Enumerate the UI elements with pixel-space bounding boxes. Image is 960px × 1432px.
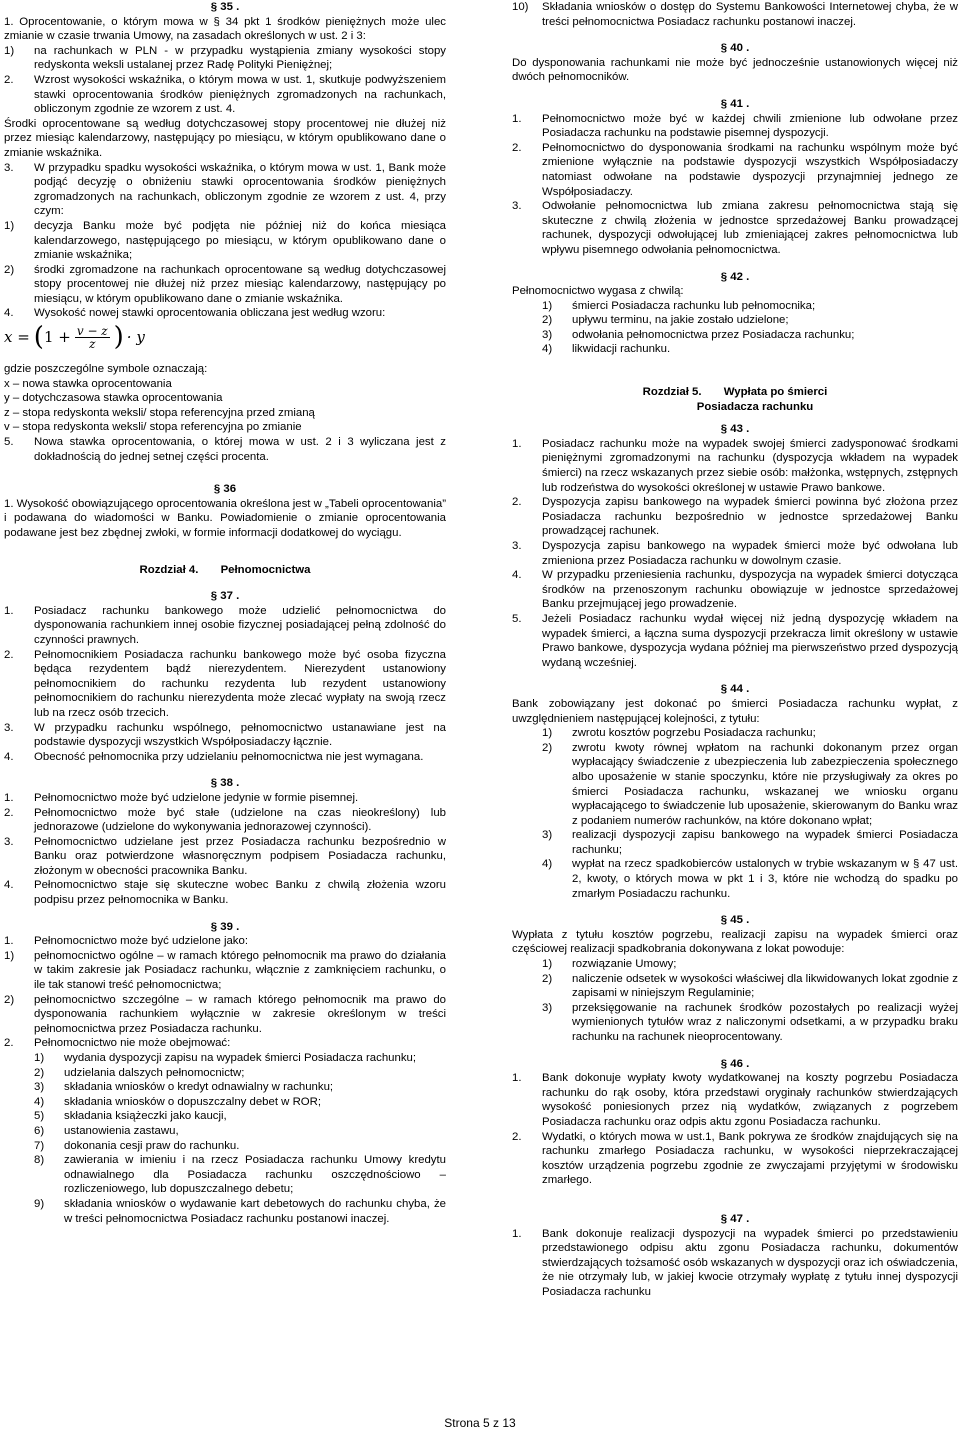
symbols-intro: gdzie poszczególne symbole oznaczają: [4, 363, 208, 376]
item-number: 3) [542, 829, 553, 842]
symbol-z: z – stopa redyskonta weksli/ stopa referencyjna przed zmianą [4, 406, 315, 419]
item-number: 4) [542, 858, 553, 871]
item-number: 1. [512, 1072, 522, 1085]
item-number: 4. [4, 307, 14, 320]
list-item [4, 1109, 446, 1124]
paragraph-35-x: Środki oprocentowane są według dotychczasowej stopy procentowej nie dłużej niż przez miesiąc kalendarzowy, następujący po miesiącu, w którym opublikowano dane o zmianie wskaźnika. [4, 117, 446, 159]
formula-x: x = [4, 327, 30, 346]
item-text: składania książeczki jako kaucji, [64, 1110, 227, 1123]
item-number: 4) [34, 1095, 45, 1108]
item-number: 2) [542, 314, 553, 327]
item-text: W przypadku spadku wysokości wskaźnika, o którym mowa w ust. 1, Bank może podjąć decyzję o obniżeniu stawki oprocentowania środków pieniężnych zgromadzonych na rachunkach, obliczonym zgodnie ze wzorem z ust. 4, przy czym: [34, 161, 446, 218]
item-number: 1. [512, 1227, 522, 1240]
item-number: 3. [512, 200, 522, 213]
item-text: Dyspozycja zapisu bankowego na wypadek śmierci powinna być złożona przez Posiadacza rachunku bezpośrednio w jednostce sprzedażowej Banku prowadzącej rachunek. [542, 496, 958, 538]
page-footer: Strona 5 z 13 [444, 1416, 516, 1430]
item-text: Bank dokonuje wypłaty kwoty wydatkowanej na koszty pogrzebu Posiadacza rachunku do rąk osoby, która przedstawi oryginały rachunków stwierdzających wysokość poniesionych przez nią wydatków, związanych z pogrzebem Posiadacza rachunku oraz odpis aktu zgonu Posiadacza rachunku. [542, 1072, 958, 1128]
list-item [4, 1095, 446, 1110]
right-column [512, 0, 958, 1300]
item-number: 1. [4, 935, 14, 948]
section-heading-39: § 39 . [210, 920, 240, 933]
item-number: 1) [4, 219, 15, 232]
item-text: Obecność pełnomocnika przy udzielaniu pełnomocnictwa nie jest wymagana. [34, 750, 424, 763]
list-item [4, 835, 446, 879]
item-text: W przypadku przeniesienia rachunku, dyspozycja na wypadek śmierci dotycząca środków na przenoszonym rachunku obowiązuje w jednostce sprzedażowej Banku przejmującej jego prowadzenie. [542, 569, 958, 611]
list-item [512, 568, 958, 612]
symbol-y: y – dotychczasowa stawka oprocentowania [4, 392, 223, 405]
list-item [512, 313, 958, 328]
section-heading-35: § 35 . [210, 1, 240, 13]
list-item [4, 648, 446, 721]
item-text: pełnomocnictwo ogólne – w ramach którego pełnomocnik ma prawo do działania w takim zakresie jak Posiadacz rachunku, włącznie z zamknięciem rachunku, o ile tak stanowi treść pełnomocnictwa; [34, 949, 446, 992]
item-text: Pełnomocnictwo może być udzielone jedynie w formie pisemnej. [34, 791, 359, 804]
item-text: udzielania dalszych pełnomocnictw; [64, 1066, 245, 1079]
item-text: Pełnomocnictwo udzielane jest przez Posiadacza rachunku bezpośrednio w Banku oraz potwierdzone własnoręcznym podpisem Posiadacza rachunku, złożonym w obecności pracownika Banku. [34, 835, 446, 877]
paragraph-42: Pełnomocnictwo wygasa z chwilą: [512, 285, 684, 298]
list-item [4, 791, 446, 806]
list-item [4, 806, 446, 835]
item-text: Pełnomocnictwo może być stałe (udzielone na czas nieokreślony) lub jednorazowe (udzielone do wykonywania jednorazowej czynności). [34, 806, 446, 834]
list-item [512, 612, 958, 670]
item-number: 2. [512, 141, 522, 154]
list-item [4, 1197, 446, 1226]
list-item [4, 161, 446, 219]
item-number: 2. [4, 1037, 14, 1050]
item-number: 2. [512, 1130, 522, 1143]
list-item [4, 1153, 446, 1197]
list-item [4, 1036, 446, 1051]
item-number: 2) [34, 1066, 45, 1079]
section-heading-40: § 40 . [720, 42, 750, 55]
list-item [4, 604, 446, 648]
list-item [4, 993, 446, 1037]
item-number: 4) [542, 343, 553, 356]
list-item [4, 44, 446, 73]
paragraph-35-1: 1. Oprocentowanie, o którym mowa w § 34 pkt 1 środków pieniężnych może ulec zmianie w czasie trwania Umowy, na zasadach określonych w ust. 2 i 3: [4, 15, 446, 43]
list-item [4, 1066, 446, 1081]
chapter-title: Wypłata po śmierci [723, 386, 828, 399]
item-number: 1) [542, 727, 553, 740]
item-text: upływu terminu, na jakie zostało udzielone; [572, 314, 789, 327]
list-item [4, 721, 446, 750]
item-text: Pełnomocnictwo może być udzielone jako: [34, 935, 249, 948]
item-number: 1) [4, 949, 15, 962]
item-number: 1) [4, 44, 15, 57]
section-heading-37: § 37 . [210, 590, 240, 603]
item-number: 4. [4, 879, 14, 892]
list-item [512, 1227, 958, 1300]
list-item [4, 878, 446, 907]
list-item [512, 857, 958, 901]
formula-open-paren: ( [33, 321, 44, 352]
item-text: Składania wniosków o dostęp do Systemu Bankowości Internetowej chyba, że w treści pełnomocnictwa Posiadacz rachunku postanowi inaczej. [542, 1, 958, 28]
item-number: 3. [512, 540, 522, 552]
item-text: Pełnomocnictwo nie może obejmować: [34, 1037, 231, 1050]
item-number: 2) [4, 993, 15, 1006]
paragraph-45: Wypłata z tytułu kosztów pogrzebu, realizacji zapisu na wypadek śmierci oraz częściowej realizacji spadkobrania dokonywana z lokat powoduje: [512, 928, 958, 956]
chapter-5-subtitle: Posiadacza rachunku [696, 400, 814, 413]
chapter-4-heading [4, 563, 446, 578]
item-number: 2. [4, 806, 14, 819]
list-item [512, 0, 958, 29]
list-item [4, 1139, 446, 1154]
item-text: zwrotu kwoty równej wpłatom na rachunki dokonanym przez organ wypłacający świadczenie z ubezpieczenia lub zabezpieczenia społecznego albo uposażenie w stanie spoczynku, które nie przysługiwały za okres po śmierci Posiadacza rachunku, wskazanej we wniosku organu wypłacającego to świadczenie lub uposażenie, skierowanym do Banku wraz z podaniem numerów rachunków, na które dokonano wpłat; [572, 741, 958, 827]
formula-y: · y [126, 327, 145, 346]
section-heading-45: § 45 . [720, 914, 750, 927]
item-text: naliczenie odsetek w wysokości właściwej dla likwidowanych lokat zgodnie z zapisami w niniejszym Regulaminie; [572, 972, 958, 1000]
item-number: 3. [4, 721, 14, 734]
item-number: 6) [34, 1124, 45, 1137]
item-text: odwołania pełnomocnictwa przez Posiadacza rachunku; [572, 328, 855, 341]
item-number: 10) [512, 1, 529, 13]
section-heading-44: § 44 . [720, 683, 750, 696]
list-item [512, 1071, 958, 1129]
list-item [512, 112, 958, 141]
paragraph-44: Bank zobowiązany jest dokonać po śmierci Posiadacza rachunku wypłat, z uwzględnieniem następującej kolejności, z tytułu: [512, 697, 958, 725]
list-item [512, 828, 958, 857]
item-text: Wysokość nowej stawki oprocentowania obliczana jest według wzoru: [34, 307, 386, 320]
section-heading-47: § 47 . [720, 1212, 750, 1225]
item-number: 8) [34, 1154, 45, 1167]
item-text: wypłat na rzecz spadkobierców ustalonych w trybie wskazanym w § 47 ust. 2, kwoty, o których mowa w pkt 1 i 3, które nie wchodzą do spadku po zmarłym Posiadaczu rachunku. [572, 858, 958, 900]
item-number: 3. [4, 835, 14, 848]
list-item [512, 437, 958, 495]
item-number: 7) [34, 1139, 45, 1152]
chapter-5-heading [512, 385, 958, 400]
list-item [512, 539, 958, 568]
list-item [4, 750, 446, 765]
list-item [512, 141, 958, 199]
item-text: dokonania cesji praw do rachunku. [64, 1139, 240, 1152]
item-text: Jeżeli Posiadacz rachunku wydał więcej niż jedną dyspozycję wkładem na wypadek śmierci, a łączna suma dyspozycji przekracza limit określony w ustawie Prawo bankowe, dyspozycja wydana później ma pierwszeństwo przed dyspozycją wydaną wcześniej. [542, 612, 958, 669]
formula-numerator: v − z [76, 323, 108, 338]
paragraph-40: Do dysponowania rachunkami nie może być jednocześnie ustanowionych więcej niż dwóch pełnomocników. [512, 56, 958, 84]
item-text: Pełnomocnikiem Posiadacza rachunku bankowego może być osoba fizyczna będąca rezydentem bądź nierezydentem. Nierezydent ustanowiony pełnomocnikiem do rachunku rezydenta lub rezydent ustanowiony pełnomocnikiem do rachunku nierezydenta może zlecać wypłaty na swoją rzecz lub na rzecz osób trzecich. [34, 648, 446, 719]
list-item [512, 741, 958, 829]
list-46 [512, 1071, 958, 1188]
list-45 [512, 957, 958, 1045]
list-item [512, 1130, 958, 1188]
list-item [4, 1080, 446, 1095]
item-text: likwidacji rachunku. [572, 343, 671, 356]
list-42 [512, 299, 958, 357]
item-text: Posiadacz rachunku może na wypadek swojej śmierci zadysponować środkami pieniężnymi zgromadzonymi na rachunku (dyspozycja wkładem na wypadek śmierci) na rzecz wskazanych przez siebie osób: małżonka, wstępnych, zstępnych lub rodzeństwa do wysokości określonej w ustawie Prawo bankowe. [542, 437, 958, 494]
formula-one: 1 + [43, 327, 71, 346]
list-item [4, 1051, 446, 1066]
symbol-x: x – nowa stawka oprocentowania [4, 377, 172, 390]
item-text: Bank dokonuje realizacji dyspozycji na wypadek śmierci po przedstawieniu przedstawionego odpisu aktu zgonu Posiadacza rachunku, dokumentów stwierdzających tożsamość osób wskazanych w dyspozycji oraz ich oświadczenia, że nie otrzymały lub, w jakiej kwocie otrzymały wypłatę z tytułu innej dyspozycji Posiadacza rachunku [542, 1227, 958, 1298]
list-item [4, 73, 446, 117]
item-text: składania wniosków o dopuszczalny debet w ROR; [64, 1095, 322, 1108]
item-text: Odwołanie pełnomocnictwa lub zmiana zakresu pełnomocnictwa stają się skuteczne z chwilą złożenia w jednostce sprzedażowej Banku prowadzącej rachunek, dyspozycji odwołującej lub zmieniającej zakres pełnomocnictwa lub wpływu pisemnego odwołania pełnomocnictwa. [542, 200, 958, 256]
section-heading-38: § 38 . [210, 777, 240, 790]
section-heading-43: § 43 . [720, 423, 750, 436]
item-number: 3. [4, 161, 14, 174]
list-item [4, 306, 446, 321]
chapter-title: Pełnomocnictwa [220, 563, 311, 576]
formula [4, 321, 446, 353]
item-text: rozwiązanie Umowy; [572, 958, 677, 971]
item-number: 2. [512, 496, 522, 509]
left-column [4, 0, 446, 1226]
item-text: Dyspozycja zapisu bankowego na wypadek śmierci może być odwołana lub zmieniona przez Posiadacza rachunku w dowolnym czasie. [542, 540, 958, 567]
section-heading-42: § 42 . [720, 270, 750, 283]
item-text: składania wniosków o wydawanie kart debetowych do rachunku chyba, że w treści pełnomocnictwa Posiadacz rachunku postanowi inaczej. [64, 1197, 446, 1225]
item-text: zwrotu kosztów pogrzebu Posiadacza rachunku; [572, 727, 816, 740]
item-number: 9) [34, 1197, 45, 1210]
formula-denominator: z [89, 336, 96, 351]
list-item [512, 972, 958, 1001]
list-item [512, 342, 958, 357]
item-text: składania wniosków o kredyt odnawialny w rachunku; [64, 1081, 334, 1094]
list-item [4, 949, 446, 993]
item-number: 5) [34, 1110, 45, 1123]
item-number: 3) [542, 1001, 553, 1014]
item-number: 3) [542, 328, 553, 341]
symbol-v: v – stopa redyskonta weksli/ stopa referencyjna po zmianie [4, 421, 302, 434]
item-number: 4. [4, 750, 14, 763]
list-item [512, 1001, 958, 1045]
paragraph-36-1: 1. Wysokość obowiązującego oprocentowania określona jest w „Tabeli oprocentowania” i podawana do wiadomości w Banku. Powiadomienie o zmianie oprocentowania podawane jest bez zbędnej zwłoki, w formie informacji dodatkowej do wyciągu. [4, 497, 446, 539]
item-text: śmierci Posiadacza rachunku lub pełnomocnika; [572, 299, 816, 312]
item-number: 2. [4, 648, 14, 661]
list-item [512, 957, 958, 972]
item-text: W przypadku rachunku wspólnego, pełnomocnictwo ustanawiane jest na podstawie dyspozycji wszystkich Współposiadaczy łącznie. [34, 721, 446, 749]
list-item [4, 219, 446, 263]
item-number: 3) [34, 1081, 45, 1094]
item-text: decyzja Banku może być podjęta nie później niż do końca miesiąca kalendarzowego, następującego po miesiącu, w którym opublikowano dane o zmianie wskaźnika; [34, 219, 446, 262]
item-text: realizacji dyspozycji zapisu bankowego na wypadek śmierci Posiadacza rachunku; [572, 829, 958, 856]
list-item [512, 726, 958, 741]
section-heading-46: § 46 . [720, 1057, 750, 1070]
list-44 [512, 726, 958, 901]
item-number: 1) [542, 299, 553, 312]
item-text: zawierania w imieniu i na rzecz Posiadacza rachunku Umowy kredytu odnawialnego dla Posiadacza rachunku oszczędnościowo –rozliczeniowego, lub dopuszczalnego debetu; [64, 1154, 446, 1196]
list-43 [512, 437, 958, 671]
formula-fraction [75, 325, 110, 350]
item-text: środki zgromadzone na rachunkach oprocentowane są według dotychczasowej stopy procentowej nie dłużej niż przez miesiąc kalendarzowy, następujący po miesiącu, w którym opublikowano dane o zmianie wskaźnika. [34, 263, 446, 305]
item-number: 1. [512, 437, 522, 450]
item-text: Pełnomocnictwo staje się skuteczne wobec Banku z chwilą złożenia wzoru podpisu przez pełnomocnika w Banku. [34, 879, 446, 907]
list-item [4, 934, 446, 949]
item-text: Wydatki, o których mowa w ust.1, Bank pokrywa ze środków znajdujących się na rachunku zmarłego Posiadacza rachunku, w wysokości nieprzekraczającej kosztów urządzenia pogrzebu zgodnie ze zwyczajami przyjętymi w środowisku zmarłego. [542, 1130, 958, 1187]
item-number: 5. [4, 436, 14, 449]
list-item [512, 199, 958, 257]
list-item [512, 495, 958, 539]
item-text: przeksięgowanie na rachunek środków pozostałych po realizacji wyżej wymienionych tytułów wraz z naliczonymi odsetkami, a w przypadku braku rachunku na rachunek nieoprocentowany. [572, 1001, 958, 1043]
list-item [4, 1124, 446, 1139]
item-number: 1. [512, 112, 522, 125]
section-heading-41: § 41 . [720, 97, 750, 110]
list-item [4, 263, 446, 307]
item-number: 2) [4, 263, 15, 276]
item-text: Wzrost wysokości wskaźnika, o którym mowa w ust. 1, skutkuje podwyższeniem stawki oprocentowania środków pieniężnych zgromadzonych na rachunkach, obliczonym zgodnie ze wzorem z ust. 4. [34, 73, 446, 116]
chapter-number: Rozdział 4. [139, 563, 199, 576]
item-number: 4. [512, 569, 522, 582]
item-number: 2) [542, 972, 553, 985]
item-number: 2. [4, 73, 14, 86]
item-number: 1) [542, 958, 553, 971]
formula-close-paren: ) [113, 321, 124, 352]
item-number: 1. [4, 791, 14, 804]
item-text: Pełnomocnictwo do dysponowania środkami na rachunku wspólnym może być zmienione wyłącznie na podstawie dyspozycji wszystkich Współposiadaczy natomiast odwołane na podstawie dyspozycji przynajmniej jednego ze Współposiadaczy. [542, 141, 958, 198]
item-text: Nowa stawka oprocentowania, o której mowa w ust. 2 i 3 wyliczana jest z dokładnością do jednej setnej części procenta. [34, 436, 446, 463]
item-number: 1) [34, 1052, 45, 1064]
list-item [512, 299, 958, 314]
chapter-number: Rozdział 5. [642, 386, 702, 399]
section-heading-36: § 36 [213, 483, 237, 496]
item-text: ustanowienia zastawu, [64, 1124, 179, 1137]
item-text: na rachunkach w PLN - w przypadku wystąpienia zmiany wysokości stopy redyskonta weksli ustalanej przez Radę Polityki Pieniężnej; [34, 44, 446, 72]
item-text: Posiadacz rachunku bankowego może udzielić pełnomocnictwa do dysponowania rachunkiem innej osobie fizycznej posiadającej pełną zdolność do czynności prawnych. [34, 604, 446, 646]
item-number: 2) [542, 741, 553, 754]
list-39-2 [4, 1051, 446, 1226]
list-item [512, 328, 958, 343]
item-text: pełnomocnictwo szczególne – w ramach którego pełnomocnik ma prawo do dysponowania rachunkiem wyłącznie w zakresie określonym w treści pełnomocnictwa przez Posiadacza rachunku. [34, 993, 446, 1035]
item-text: Pełnomocnictwo może być w każdej chwili zmienione lub odwołane przez Posiadacza rachunku na podstawie pisemnej dyspozycji. [542, 112, 958, 140]
item-number: 1. [4, 604, 14, 617]
list-item [4, 435, 446, 464]
item-text: wydania dyspozycji zapisu na wypadek śmierci Posiadacza rachunku; [64, 1052, 417, 1064]
item-number: 5. [512, 612, 522, 625]
